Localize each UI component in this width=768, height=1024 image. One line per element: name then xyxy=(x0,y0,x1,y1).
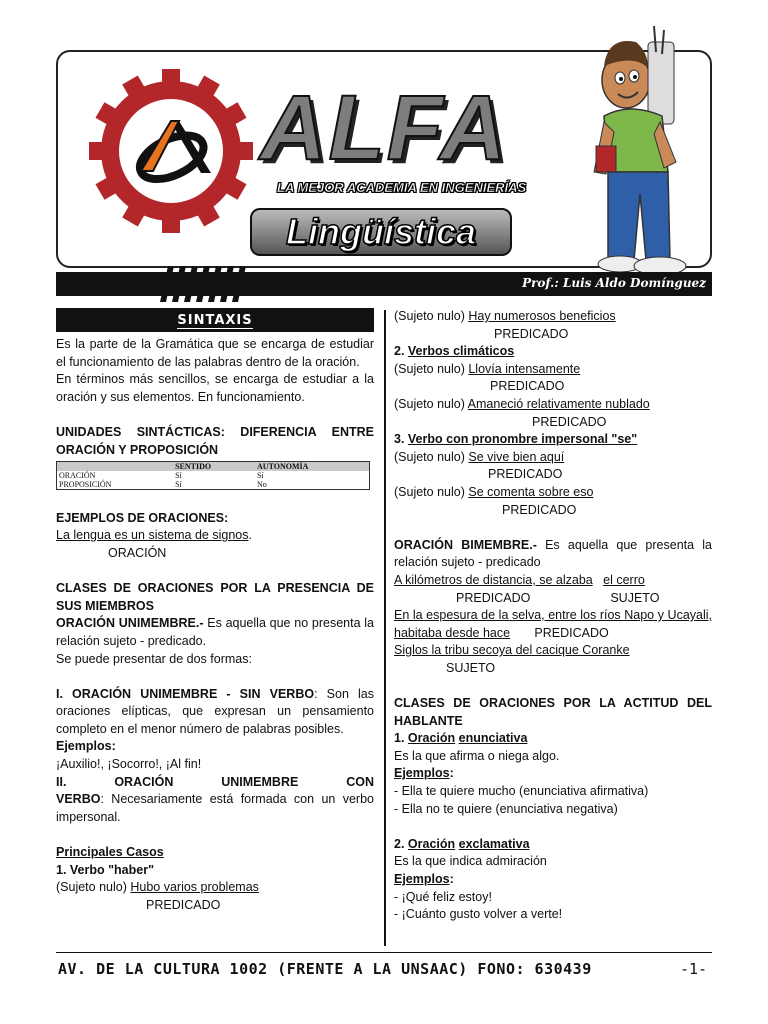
caso-3-number: 3. xyxy=(394,432,408,447)
gear-logo-icon xyxy=(88,68,254,234)
table-cell: PROPOSICIÓN xyxy=(59,480,112,490)
caso-2-number: 2. xyxy=(394,344,408,359)
caso-1-heading: 1. Verbo "haber" xyxy=(56,862,154,877)
table-row xyxy=(57,480,370,490)
sujeto-nulo-label: (Sujeto nulo) xyxy=(56,880,131,895)
bimembre-term: ORACIÓN BIMEMBRE.- xyxy=(394,537,537,552)
student-mascot-icon xyxy=(590,22,710,280)
exclamativa-word-a: Oración xyxy=(407,836,456,851)
predicado-label: PREDICADO xyxy=(456,590,531,605)
enunciativa-example: - Ella no te quiere (enunciativa negativa) xyxy=(394,801,618,816)
unimembre-term: ORACIÓN UNIMEMBRE.- xyxy=(56,616,204,631)
example-sentence: La lengua es un sistema de signos xyxy=(56,528,249,543)
predicate-example: Amaneció relativamente nublado xyxy=(467,396,650,411)
right-column xyxy=(394,308,712,924)
comparison-table xyxy=(56,461,370,490)
footer-rule xyxy=(56,952,712,953)
predicado-label: PREDICADO xyxy=(502,502,577,517)
sin-verbo-heading: I. ORACIÓN UNIMEMBRE - SIN VERBO xyxy=(56,686,315,701)
clases-heading: CLASES DE ORACIONES POR LA PRESENCIA DE SUS MIEMBROS xyxy=(56,581,374,613)
enunciativa-definition: Es la que afirma o niega algo. xyxy=(394,748,560,763)
intro-paragraph-2: En términos más sencillos, se encarga de estudiar a la oración y sus elementos. En funcionamiento. xyxy=(56,372,374,404)
actitud-heading: CLASES DE ORACIONES POR LA ACTITUD DEL HABLANTE xyxy=(394,696,712,728)
intro-paragraph-1: Es la parte de la Gramática que se encarga de estudiar el funcionamiento de las palabras dentro de la oración. xyxy=(56,337,374,369)
table-cell: Sí xyxy=(175,471,182,481)
predicado-label: PREDICADO xyxy=(488,467,563,482)
predicado-label: PREDICADO xyxy=(490,379,565,394)
exclamativa-definition: Es la que indica admiración xyxy=(394,854,547,869)
enunciativa-word-a: Oración xyxy=(407,731,456,746)
table-cell: ORACIÓN xyxy=(59,471,96,481)
sujeto-label: SUJETO xyxy=(610,590,660,605)
unimembre-definition: Es aquella que no presenta la relación sujeto - predicado. xyxy=(56,616,375,648)
con-verbo-heading: II. ORACIÓN UNIMEMBRE CON VERBO xyxy=(56,774,374,807)
table-cell: Sí xyxy=(257,471,264,481)
predicate-example: Llovía intensamente xyxy=(468,361,581,376)
ejemplos-label: Ejemplos xyxy=(394,766,450,781)
table-header-cell xyxy=(57,462,174,472)
ejemplos-heading: EJEMPLOS DE ORACIONES: xyxy=(56,510,229,525)
sujeto-nulo-label: (Sujeto nulo) xyxy=(394,361,469,376)
dos-formas-text: Se puede presentar de dos formas: xyxy=(56,651,252,666)
table-cell: No xyxy=(257,480,267,490)
predicado-label: PREDICADO xyxy=(532,414,607,429)
subject-example: Siglos la tribu secoya del cacique Coranke xyxy=(394,643,630,658)
sujeto-nulo-label: (Sujeto nulo) xyxy=(394,309,469,323)
caso-2-heading: Verbos climáticos xyxy=(407,344,515,359)
ejemplos-label: Ejemplos: xyxy=(56,739,116,754)
author-name: Prof.: Luis Aldo Domínguez xyxy=(522,276,706,290)
sujeto-nulo-label: (Sujeto nulo) xyxy=(394,484,469,499)
subject-example: el cerro xyxy=(603,572,645,587)
table-cell: Sí xyxy=(175,480,182,490)
table-row xyxy=(57,471,370,480)
sujeto-nulo-label: (Sujeto nulo) xyxy=(394,449,469,464)
course-title: Lingüística xyxy=(285,211,477,252)
example-period: . xyxy=(248,528,252,543)
ejemplos-colon: : xyxy=(449,872,454,886)
column-divider xyxy=(384,310,386,946)
predicado-label: PREDICADO xyxy=(146,897,221,912)
sujeto-nulo-label: (Sujeto nulo) xyxy=(394,396,468,411)
exclamativa-number: 2. xyxy=(394,836,408,851)
exclamativa-example: - ¡Qué feliz estoy! xyxy=(394,889,492,904)
footer-address: AV. DE LA CULTURA 1002 (FRENTE A LA UNSAAC) FONO: 630439 xyxy=(58,960,592,978)
sin-verbo-definition: : Son las oraciones elípticas, que expresan un pensamiento completo en el menor número de palabras posibles. xyxy=(56,686,374,736)
predicate-example: En la espesura de la selva, entre los ríos Napo y Ucayali, habitaba desde hace xyxy=(394,608,712,640)
section-title-bar xyxy=(56,308,374,332)
left-column xyxy=(56,308,374,914)
predicado-label: PREDICADO xyxy=(534,625,609,640)
predicate-example: Se comenta sobre eso xyxy=(468,484,594,499)
sujeto-label: SUJETO xyxy=(446,660,496,675)
section-title: SINTAXIS xyxy=(177,313,253,328)
table-header-cell: SENTIDO xyxy=(173,462,255,472)
enunciativa-example: - Ella te quiere mucho (enunciativa afirmativa) xyxy=(394,784,649,799)
ejemplos-colon: : xyxy=(449,766,454,781)
brand-tagline: LA MEJOR ACADEMIA EN INGENIERÍAS xyxy=(277,180,527,195)
table-header-cell: AUTONOMÍA xyxy=(255,462,369,472)
exclamation-examples: ¡Auxilio!, ¡Socorro!, ¡Al fin! xyxy=(56,757,202,772)
exclamativa-word-b: exclamativa xyxy=(458,836,530,851)
predicate-example: Hubo varios problemas xyxy=(130,880,259,895)
exclamativa-example: - ¡Cuánto gusto volver a verte! xyxy=(394,907,563,922)
page-number: -1- xyxy=(680,960,708,978)
predicate-example: Se vive bien aquí xyxy=(468,449,565,464)
con-verbo-definition: : Necesariamente está formada con un verbo impersonal. xyxy=(56,792,374,824)
enunciativa-word-b: enunciativa xyxy=(458,731,528,746)
brand-logo-text: ALFA xyxy=(260,77,509,179)
enunciativa-number: 1. xyxy=(394,731,408,746)
unidades-heading: UNIDADES SINTÁCTICAS: DIFERENCIA ENTRE ORACIÓN Y PROPOSICIÓN xyxy=(56,424,374,457)
principales-casos-heading: Principales Casos xyxy=(56,845,164,860)
predicate-example: Hay numerosos beneficios xyxy=(468,309,616,323)
example-label: ORACIÓN xyxy=(108,545,167,560)
ejemplos-label: Ejemplos xyxy=(394,872,450,886)
bimembre-definition: Es aquella que presenta la relación sujeto - predicado xyxy=(394,537,712,570)
predicado-label: PREDICADO xyxy=(494,326,569,341)
predicate-example: A kilómetros de distancia, se alzaba xyxy=(394,572,593,587)
caso-3-heading: Verbo con pronombre impersonal "se" xyxy=(407,432,638,447)
